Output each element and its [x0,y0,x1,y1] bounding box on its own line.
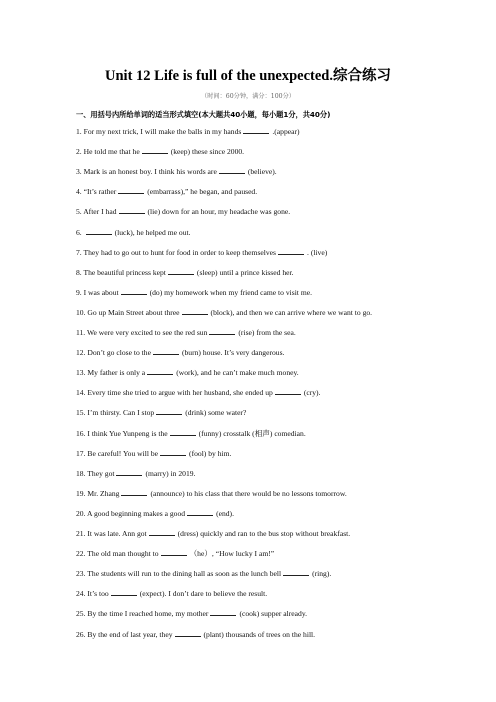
question-text-before: We were very excited to see the red sun [86,328,208,337]
answer-blank[interactable] [147,367,173,375]
question-item [76,448,231,459]
question-number: 13. [76,368,88,378]
question-number: 5. [76,207,84,217]
question-item [76,508,234,519]
question-item [76,327,296,338]
question-text-before: Mr. Zhang [87,488,120,498]
question-item [76,146,244,157]
question-number: 16. [76,428,88,438]
question-text-before: A good beginning makes a good [86,508,186,518]
answer-blank[interactable] [182,307,208,315]
question-number: 19. [76,488,88,498]
question-item [76,428,306,439]
question-text-before: By the end of last year, they [87,629,173,639]
question-item [76,267,294,278]
question-text-before: Every time she tried to argue with her husband, she ended up [87,388,273,398]
question-text-after: . (live) [307,247,328,257]
question-text-before: Mark is an honest boy. I think his words are [83,167,217,177]
question-item [76,227,191,238]
question-item [76,488,347,499]
question-item [76,588,267,599]
question-text-before: I was about [83,287,119,297]
question-text-after: （he）, “How lucky I am!” [189,549,275,559]
question-item [76,206,290,217]
question-text-after: (end). [216,508,234,518]
question-text-after: (marry) in 2019. [145,468,196,478]
question-text-before: He told me that he [83,147,140,157]
question-item [76,548,274,559]
question-text-after: (burn) house. It’s very dangerous. [181,348,285,358]
question-number: 20. [76,508,87,518]
page-subtitle: （时间：60分钟，满分：100分） [201,93,295,100]
answer-blank[interactable] [168,267,194,275]
page-title: Unit 12 Life is full of the unexpected.综合练习 [105,68,391,84]
question-item [76,287,312,298]
question-number: 17. [76,448,88,458]
question-text-before: The beautiful princess kept [83,267,166,277]
question-text-before: My father is only a [87,368,146,378]
question-text-after: (keep) these since 2000. [170,147,245,157]
question-text-before: Be careful! You will be [87,448,159,458]
question-number: 25. [76,609,88,619]
answer-blank[interactable] [142,146,168,154]
question-text-before: It was late. Ann got [87,529,147,538]
question-number: 7. [76,247,84,257]
answer-blank[interactable] [210,608,236,616]
answer-blank[interactable] [119,206,145,214]
question-text-after: .(appear) [272,127,300,136]
question-item [76,387,320,398]
question-text-before: They got [87,468,115,478]
answer-blank[interactable] [153,347,179,355]
question-text-after: (cry). [303,388,321,398]
question-number: 1. [76,127,84,136]
answer-blank[interactable] [275,387,301,395]
question-text-after: (plant) thousands of trees on the hill. [203,629,316,639]
question-text-before: By the time I reached home, my mother [87,609,209,619]
question-number: 11. [76,328,87,337]
question-item [76,528,350,539]
question-number: 23. [76,569,88,579]
question-text-after: (expect). I don’t dare to believe the result. [139,589,268,599]
question-number: 2. [76,147,84,157]
question-text-before: After I had [83,207,117,217]
question-number: 3. [76,167,84,177]
question-number: 8. [76,267,84,277]
question-number: 12. [76,348,88,358]
question-text-after: (fool) by him. [189,448,232,458]
answer-blank[interactable] [156,407,182,415]
answer-blank[interactable] [86,227,112,235]
answer-blank[interactable] [118,186,144,194]
question-item [76,407,246,418]
answer-blank[interactable] [278,247,304,255]
question-number: 9. [76,287,84,297]
question-item [76,247,327,258]
question-text-after: (luck), he helped me out. [114,227,191,237]
question-number: 24. [76,589,88,599]
question-item [76,166,277,177]
question-text-before: It’s too [87,589,109,599]
question-text-before: “It’s rather [83,187,117,197]
question-text-after: (work), and he can’t make much money. [176,368,299,378]
answer-blank[interactable] [121,488,147,496]
question-number: 10. [76,307,88,317]
answer-blank[interactable] [149,528,175,536]
answer-blank[interactable] [121,287,147,295]
question-number: 6. [76,227,84,237]
question-number: 21. [76,529,88,538]
question-number: 15. [76,408,88,418]
question-text-after: (lie) down for an hour, my headache was gone. [147,207,291,217]
question-text-after: (announce) to his class that there would be no lessons tomorrow. [150,488,347,498]
question-number: 14. [76,388,88,398]
answer-blank[interactable] [116,468,142,476]
question-text-before: I think Yue Yunpeng is the [87,428,168,438]
question-text-after: (dress) quickly and ran to the bus stop without breakfast. [177,529,351,538]
question-item [76,608,307,619]
question-number: 26. [76,629,88,639]
question-text-before: For my next trick, I will make the balls in my hands [83,127,242,136]
answer-blank[interactable] [161,548,187,556]
question-item [76,367,299,378]
question-number: 22. [76,549,88,559]
answer-blank[interactable] [160,448,186,456]
question-text-after: (do) my homework when my friend came to visit me. [149,287,312,297]
question-number: 4. [76,187,84,197]
question-item [76,307,372,318]
question-text-after: (rise) from the sea. [238,328,296,337]
answer-blank[interactable] [283,568,309,576]
question-text-after: (block), and then we can arrive where we want to go. [210,307,373,317]
question-text-before: The students will run to the dining hall as soon as the lunch bell [87,569,282,579]
question-number: 18. [76,468,88,478]
answer-blank[interactable] [243,126,269,134]
section-heading: 一、用括号内所给单词的适当形式填空(本大题共40小题，每小题1分，共40分) [76,110,331,119]
answer-blank[interactable] [187,508,213,516]
answer-blank[interactable] [209,327,235,335]
question-text-after: (funny) crosstalk (相声) comedian. [198,428,306,438]
question-text-after: (believe). [247,167,277,177]
question-item [76,629,315,640]
question-text-before: The old man thought to [87,549,159,559]
question-item [76,468,195,479]
answer-blank[interactable] [175,629,201,637]
question-item [76,568,331,579]
question-text-after: (drink) some water? [185,408,247,418]
question-text-before: Go up Main Street about three [87,307,180,317]
answer-blank[interactable] [170,428,196,436]
question-item [76,186,257,197]
answer-blank[interactable] [219,166,245,174]
question-text-after: (ring). [312,569,332,579]
question-text-before: Don’t go close to the [87,348,151,358]
question-text-after: (cook) supper already. [239,609,308,619]
question-text-after: (sleep) until a prince kissed her. [196,267,294,277]
question-text-after: (embarrass),” he began, and paused. [147,187,258,197]
question-text-before: They had to go out to hunt for food in order to keep themselves [83,247,277,257]
question-text-before: I’m thirsty. Can I stop [87,408,155,418]
answer-blank[interactable] [111,588,137,596]
question-item [76,347,284,358]
question-item [76,126,300,137]
